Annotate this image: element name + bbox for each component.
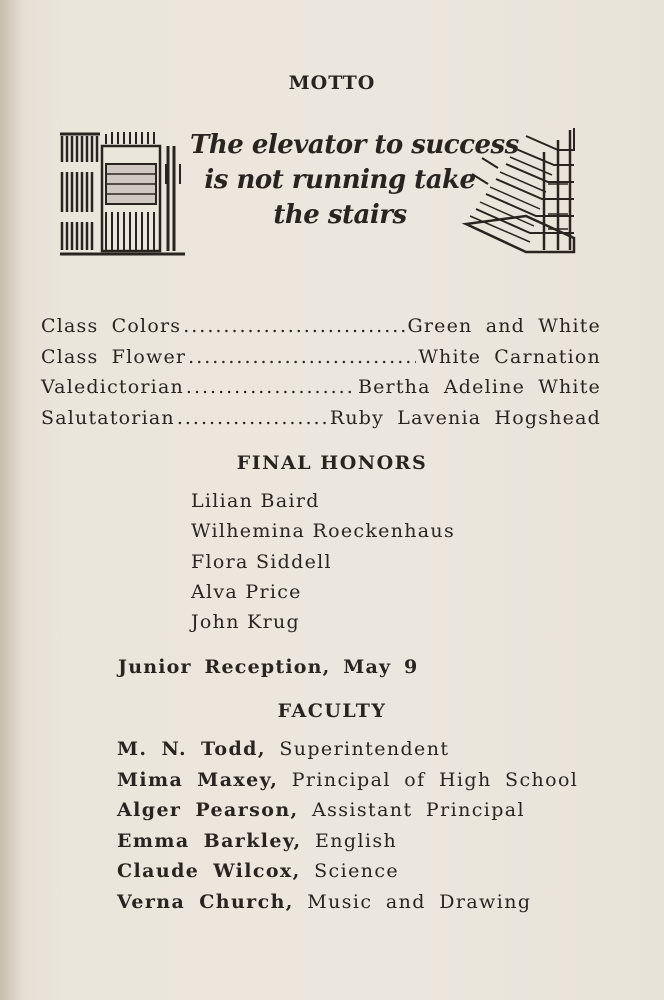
final-honors-list	[191, 490, 455, 641]
class-colors-label: Class Colors	[41, 315, 182, 337]
faculty-member	[117, 738, 578, 769]
leader-dots	[186, 376, 356, 398]
faculty-name: M. N. Todd,	[117, 738, 266, 760]
faculty-list	[117, 738, 578, 921]
faculty-role: English	[314, 829, 398, 852]
honors-name: Wilhemina Roeckenhaus	[191, 520, 456, 543]
honors-name: Lilian Baird	[191, 490, 320, 512]
faculty-role: Science	[314, 860, 400, 882]
motto-text	[190, 128, 519, 233]
leader-dots	[177, 407, 328, 429]
faculty-role: Principal of High School	[291, 768, 579, 791]
motto-heading: MOTTO	[288, 72, 376, 94]
faculty-member	[117, 799, 578, 830]
class-flower-row	[41, 346, 601, 377]
class-colors-row	[41, 315, 601, 346]
elevator-icon	[60, 132, 185, 254]
class-flower-value: White Carnation	[418, 345, 601, 368]
faculty-role: Superintendent	[279, 738, 450, 760]
honors-name: Flora Siddell	[191, 550, 332, 573]
class-flower-label: Class Flower	[41, 345, 187, 368]
faculty-heading: FACULTY	[277, 700, 387, 722]
faculty-member	[117, 860, 578, 891]
valedictorian-row	[41, 376, 601, 407]
salutatorian-label: Salutatorian	[41, 406, 175, 429]
faculty-name: Alger Pearson,	[117, 799, 299, 821]
honors-name: John Krug	[191, 611, 300, 634]
class-colors-value: Green and White	[407, 315, 601, 337]
salutatorian-value: Ruby Lavenia Hogshead	[329, 406, 601, 429]
page-edge-shadow	[0, 0, 22, 1000]
faculty-name: Mima Maxey,	[117, 768, 279, 791]
motto-line-1: The elevator to success	[190, 130, 519, 160]
honors-name: Alva Price	[191, 580, 302, 603]
faculty-name: Verna Church,	[117, 890, 294, 913]
faculty-name: Emma Barkley,	[117, 829, 302, 852]
faculty-role: Assistant Principal	[312, 799, 525, 821]
motto-line-2: is not running take	[204, 165, 476, 195]
class-info-list	[41, 315, 601, 437]
motto-line-3: the stairs	[273, 200, 407, 230]
faculty-name: Claude Wilcox,	[117, 860, 301, 882]
junior-reception-line: Junior Reception, May 9	[118, 656, 419, 678]
valedictorian-value: Bertha Adeline White	[357, 376, 601, 398]
faculty-role: Music and Drawing	[307, 890, 532, 913]
leader-dots	[188, 346, 416, 368]
valedictorian-label: Valedictorian	[41, 376, 184, 398]
faculty-member	[117, 769, 578, 800]
leader-dots	[183, 315, 405, 337]
faculty-member	[117, 830, 578, 861]
salutatorian-row	[41, 407, 601, 438]
faculty-member	[117, 891, 578, 922]
final-honors-heading: FINAL HONORS	[236, 452, 428, 474]
